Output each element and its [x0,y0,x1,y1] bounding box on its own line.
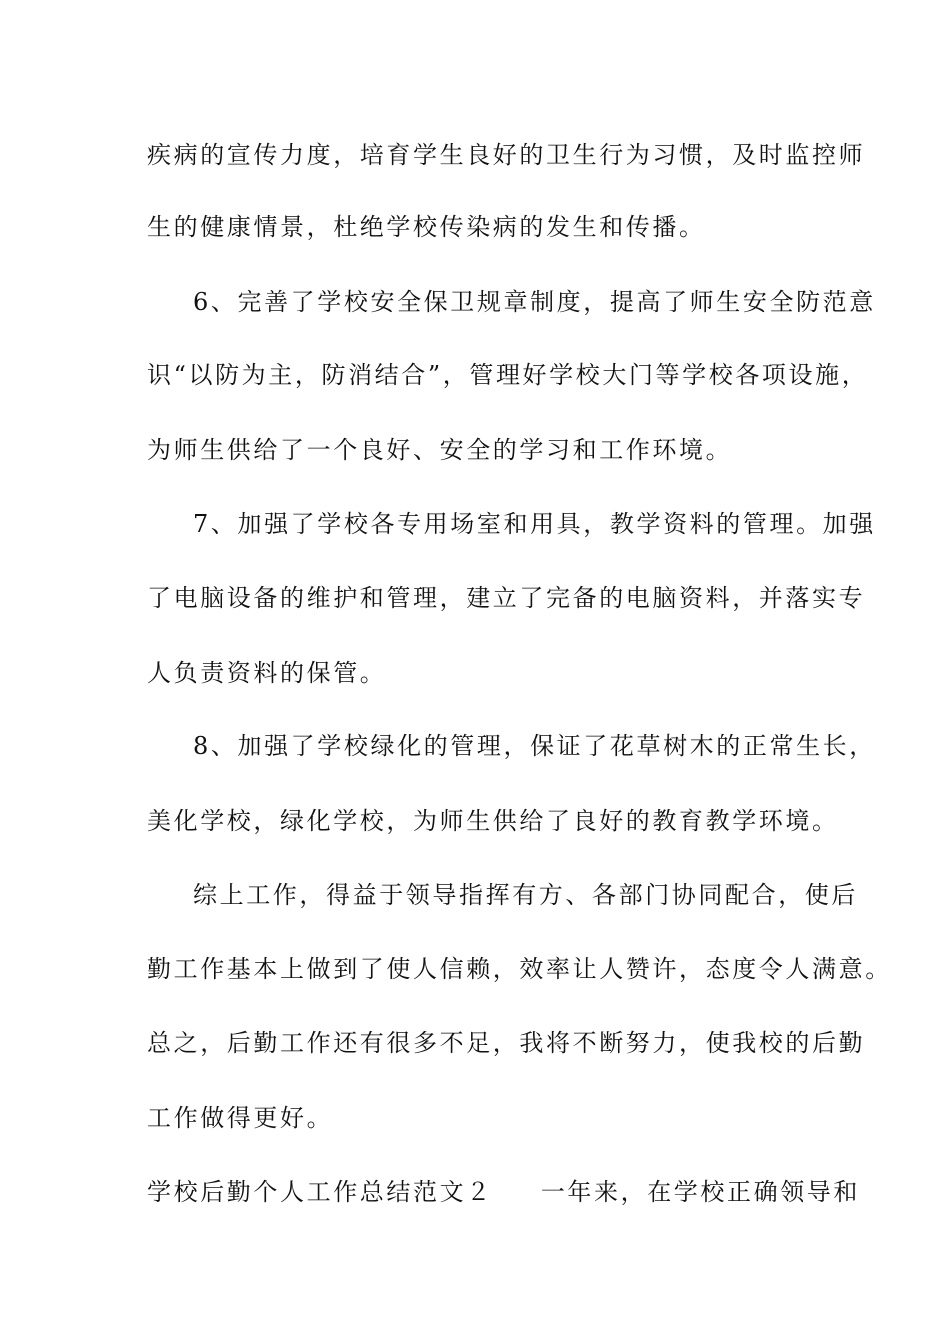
text-line: 工作做得更好。 [147,1104,334,1132]
section-title: 学校后勤个人工作总结范文２ [147,1178,493,1206]
paragraph-8-line: 8、加强了学校绿化的管理，保证了花草树木的正常生长， [193,732,876,760]
text-line: 了电脑设备的维护和管理，建立了完备的电脑资料，并落实专 [147,584,866,612]
text-line: 美化学校，绿化学校，为师生供给了良好的教育教学环境。 [147,807,839,835]
paragraph-6-line: 6、完善了学校安全保卫规章制度，提高了师生安全防范意 [193,288,876,316]
section-start-text: 一年来，在学校正确领导和 [540,1178,861,1206]
text-line: 识“以防为主，防消结合”，管理好学校大门等学校各项设施， [147,361,869,389]
section-heading-line [147,1177,860,1207]
text-line: 生的健康情景，杜绝学校传染病的发生和传播。 [147,213,706,241]
text-line: 人负责资料的保管。 [147,659,387,687]
summary-paragraph-line: 综上工作，得益于领导指挥有方、各部门协同配合，使后 [193,881,858,909]
text-line: 为师生供给了一个良好、安全的学习和工作环境。 [147,436,733,464]
paragraph-7-line: 7、加强了学校各专用场室和用具，教学资料的管理。加强 [193,510,876,538]
text-line: 疾病的宣传力度，培育学生良好的卫生行为习惯，及时监控师 [147,141,866,169]
text-line: 总之，后勤工作还有很多不足，我将不断努力，使我校的后勤 [147,1029,866,1057]
text-line: 勤工作基本上做到了使人信赖，效率让人赞许，态度令人满意。 [147,955,892,983]
